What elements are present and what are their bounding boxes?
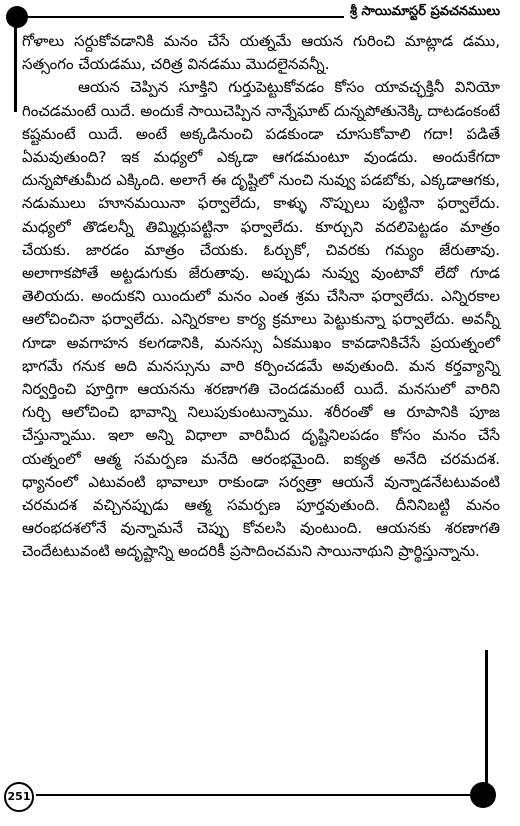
corner-dot-ornament: [470, 782, 496, 808]
left-margin-rule: [14, 22, 17, 112]
paragraph: ఆయన చెప్పిన సూక్తిని గుర్తుపెట్టుకోవడం కోసం యావచ్ఛక్తినీ వినియో గించడమంటే యిదే. అందుకే సాయిచెప్పిన నాన్నేఘాట్ దున్నపోతునెక్కి దాటడంకంటే కష్టమంటే యిదే. అంటే అక్కడినుంచి పడకుండా చూసుకోవాలి గదా! పడితే ఏమవుతుంది? ఇక మధ్యలో ఎక్కడా ఆగడమంటూ వుండదు. అందుకేగదా దున్నపోతుమీద ఎక్కింది. అలాగే ఈ దృష్టిలో నుంచి నువ్వు పడబోకు, ఎక్కడాఆగకు, నడుములు హూనమయినా ఫర్వాలేదు, కాళ్ళు నొప్పులు పుట్టినా ఫర్వాలేదు. మధ్యలో తొడలన్నీ తిమ్మిర్లుపట్టినా ఫర్వాలేదు. కూర్చుని వదలిపెట్టడం మాత్రం చేయకు. జారడం మాత్రం చేయకు. ఓర్చుకో, చివరకు గమ్యం జేరుతావు. అలాగాకపోతే అట్టడుగుకు జేరుతావు. అప్పుడు నువ్వు వుంటావో లేదో గూడ తెలియదు. అందుకని యిందులో మనం ఎంత శ్రమ చేసినా ఫర్వాలేదు. ఎన్నిరకాల ఆలోచించినా ఫర్వాలేదు. ఎన్నిరకాల కార్య క్రమాలు పెట్టుకున్నా ఫర్వాలేదు. అవన్నీ గూడా అవగాహన కలగడానికి, మనస్సు ఏకముఖం కావడానికిచేసే ప్రయత్నంలో భాగమే గనుక అది మనస్సును వారి కర్పించడమే అవుతుంది. మన కర్తవ్యాన్ని నిర్వర్తించి పూర్తిగా ఆయనను శరణాగతి చెందడమంటే యిదే. మనసులో వారిని గుర్చి ఆలోచించి భావాన్ని నిలుపుకుంటున్నాము. శరీరంతో ఆ రూపానికి పూజ చేస్తున్నాము. ఇలా అన్ని విధాలా వారిమీద దృష్టినిలపడం కోసం మనం చేసే యత్నంలో ఆత్మ సమర్పణ మనేది ఆరంభమైంది. ఐక్యత అనేది చరమదశ. ధ్యానంలో ఎటువంటి భావాలూ రాకుండా సర్వత్రా ఆయనే వున్నాడనేటటువంటి చరమదశ వచ్చినప్పుడు ఆత్మ సమర్పణ పూర్తవుతుంది. దీనినిబట్టి మనం ఆరంభదశలోనే వున్నామనే చెప్పు కోవలసి వుంటుంది. ఆయనకు శరణాగతి చెందేటటువంటి అదృష్టాన్ని అందరికీ ప్రసాదించమని సాయినాథుని ప్రార్థిస్తున్నాను.: [22, 78, 500, 561]
paragraph: గోళాలు సర్దుకోవడానికి మనం చేసే యత్నమే ఆయన గురించి మాట్లాడ డము, సత్సంగం చేయడము, చరిత్ర వినడము మొదలైనవన్నీ.: [22, 32, 500, 74]
footer-rule: [36, 794, 472, 796]
running-header-title: శ్రీ సాయిమాస్టర్ ప్రవచనములు: [344, 0, 506, 24]
page-number: 251: [4, 782, 34, 812]
right-margin-rule: [485, 650, 488, 790]
body-text: [22, 30, 500, 564]
corner-dot-ornament: [6, 6, 28, 28]
